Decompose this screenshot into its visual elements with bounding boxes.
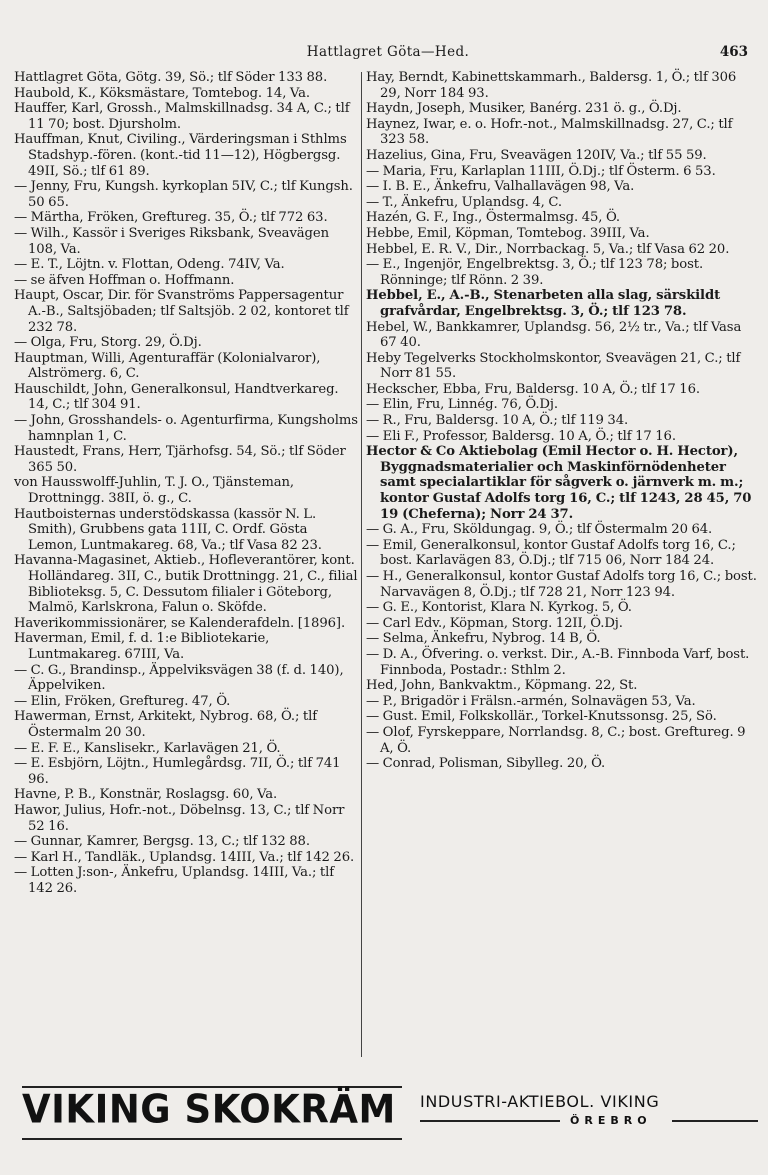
directory-entry: Hawerman, Ernst, Arkitekt, Nybrog. 68, Ö.; tlf Östermalm 20 30. <box>14 709 318 740</box>
directory-entry: — Elin, Fröken, Greftureg. 47, Ö. <box>14 693 231 709</box>
directory-entry: — R., Fru, Baldersg. 10 A, Ö.; tlf 119 34. <box>366 413 629 429</box>
directory-entry: — Olof, Fyrskeppare, Norrlandsg. 8, C.; bost. Greftureg. 9 A, Ö. <box>366 724 746 756</box>
directory-entry: Haverikommissionärer, se Kalenderafdeln. [1896]. <box>14 615 346 631</box>
directory-entry: — Maria, Fru, Karlaplan 11III, Ö.Dj.; tlf Österm. 6 53. <box>366 163 716 179</box>
directory-entry: — H., Generalkonsul, kontor Gustaf Adolfs torg 16, C.; bost. Narvavägen 8, Ö.Dj.; tlf 728 21, Norr 123 94. <box>366 569 757 600</box>
advertisement-footer <box>22 1086 758 1146</box>
directory-entry: — G. E., Kontorist, Klara N. Kyrkog. 5, Ö. <box>366 600 632 616</box>
directory-entry: — Gust. Emil, Folkskollär., Torkel-Knutssonsg. 25, Sö. <box>366 709 717 725</box>
ad-city: ÖREBRO <box>570 1114 652 1127</box>
directory-entry: — Eli F., Professor, Baldersg. 10 A, Ö.; tlf 17 16. <box>366 428 676 444</box>
directory-entry: — se äfven Hoffman o. Hoffmann. <box>14 272 235 288</box>
directory-entry: — E. T., Löjtn. v. Flottan, Odeng. 74IV, Va. <box>14 257 285 273</box>
directory-entry: — Lotten J:son-, Änkefru, Uplandsg. 14III, Va.; tlf 142 26. <box>14 865 335 896</box>
directory-entry: — Wilh., Kassör i Sveriges Riksbank, Sveavägen 108, Va. <box>14 225 329 257</box>
directory-entry: — D. A., Öfvering. o. verkst. Dir., A.-B. Finnboda Varf, bost. Finnboda, Postadr.: Sthlm 2. <box>366 646 750 678</box>
directory-entry: — Märtha, Fröken, Greftureg. 35, Ö.; tlf 772 63. <box>14 210 328 226</box>
directory-entry: Hebel, W., Bankkamrer, Uplandsg. 56, 2½ tr., Va.; tlf Vasa 67 40. <box>366 319 742 351</box>
ad-city-rule-right <box>672 1120 758 1122</box>
right-column <box>366 70 758 1070</box>
directory-entry: Hebbe, Emil, Köpman, Tomtebog. 39III, Va. <box>366 225 650 241</box>
left-column <box>14 70 359 1070</box>
directory-entry: Haupt, Oscar, Dir. för Svanströms Pappersagentur A.-B., Saltsjöbaden; tlf Saltsjöb. 2 02, kontoret tlf 232 78. <box>14 288 349 335</box>
directory-entry: Heby Tegelverks Stockholmskontor, Sveavägen 21, C.; tlf Norr 81 55. <box>366 350 741 382</box>
directory-entry: Heckscher, Ebba, Fru, Baldersg. 10 A, Ö.; tlf 17 16. <box>366 381 700 397</box>
directory-entry: — Olga, Fru, Storg. 29, Ö.Dj. <box>14 335 202 351</box>
directory-entry: — Gunnar, Kamrer, Bergsg. 13, C.; tlf 132 88. <box>14 834 310 850</box>
directory-entry: — E. Esbjörn, Löjtn., Humlegårdsg. 7II, Ö.; tlf 741 96. <box>14 756 341 787</box>
directory-entry: Hauptman, Willi, Agenturaffär (Kolonialvaror), Alströmerg. 6, C. <box>14 350 321 382</box>
directory-entry: — Selma, Änkefru, Nybrog. 14 B, Ö. <box>366 631 601 647</box>
directory-entry: Hawor, Julius, Hofr.-not., Döbelnsg. 13, C.; tlf Norr 52 16. <box>14 802 345 834</box>
directory-entry: — I. B. E., Änkefru, Valhallavägen 98, Va. <box>366 179 635 195</box>
ad-company: INDUSTRI-AKTIEBOL. VIKING <box>420 1092 660 1111</box>
directory-entry: Hebbel, E. R. V., Dir., Norrbackag. 5, Va.; tlf Vasa 62 20. <box>366 241 730 257</box>
directory-entry: — C. G., Brandinsp., Äppelviksvägen 38 (f. d. 140), Äppelviken. <box>14 662 344 694</box>
directory-entry: Havanna-Magasinet, Aktieb., Hofleverantörer, kont. Holländareg. 3II, C., butik Drottningg. 21, C., filial Biblioteksg. 5, C. Dessutom filialer i Göteborg, Malmö, Karlskrona, Falun o. Sköfde. <box>14 553 358 616</box>
directory-entry: Hautboisternas understödskassa (kassör N. L. Smith), Grubbens gata 11II, C. Ordf. Gösta Lemon, Luntmakareg. 68, Va.; tlf Vasa 82 23. <box>14 506 322 553</box>
directory-entry: — Emil, Generalkonsul, kontor Gustaf Adolfs torg 16, C.; bost. Karlavägen 83, Ö.Dj.; tlf 715 06, Norr 184 24. <box>366 537 736 569</box>
ad-city-rule-left <box>420 1120 560 1122</box>
directory-entry: — T., Änkefru, Uplandsg. 4, C. <box>366 194 562 210</box>
directory-entry: Hay, Berndt, Kabinettskammarh., Baldersg. 1, Ö.; tlf 306 29, Norr 184 93. <box>366 70 737 101</box>
directory-entry: Haustedt, Frans, Herr, Tjärhofsg. 54, Sö.; tlf Söder 365 50. <box>14 444 346 475</box>
directory-entry: von Hausswolff-Juhlin, T. J. O., Tjänsteman, Drottningg. 38II, ö. g., C. <box>14 475 295 507</box>
directory-entry: — P., Brigadör i Frälsn.-armén, Solnavägen 53, Va. <box>366 693 696 709</box>
directory-entry: Hauschildt, John, Generalkonsul, Handtverkareg. 14, C.; tlf 304 91. <box>14 381 339 413</box>
directory-entry: Hattlagret Göta, Götg. 39, Sö.; tlf Söder 133 88. <box>14 70 328 85</box>
ad-bottom-rule <box>22 1138 402 1140</box>
running-title: Hattlagret Göta—Hed. <box>306 44 470 60</box>
directory-entry: — E. F. E., Kanslisekr., Karlavägen 21, Ö. <box>14 740 281 756</box>
column-divider <box>361 72 362 1057</box>
directory-entry: Haubold, K., Köksmästare, Tomtebog. 14, Va. <box>14 85 310 101</box>
directory-entry: Haydn, Joseph, Musiker, Banérg. 231 ö. g., Ö.Dj. <box>366 101 682 117</box>
page-header <box>18 44 758 66</box>
directory-entry: Haverman, Emil, f. d. 1:e Bibliotekarie, Luntmakareg. 67III, Va. <box>14 631 270 662</box>
ad-brand: VIKING SKOKRÄM <box>22 1086 396 1133</box>
directory-entry: — John, Grosshandels- o. Agenturfirma, Kungsholms hamnplan 1, C. <box>14 413 358 444</box>
directory-entry: Hazelius, Gina, Fru, Sveavägen 120IV, Va.; tlf 55 59. <box>366 147 707 163</box>
directory-entry: Havne, P. B., Konstnär, Roslagsg. 60, Va. <box>14 787 278 803</box>
directory-entry: Hazén, G. F., Ing., Östermalmsg. 45, Ö. <box>366 210 620 226</box>
directory-entry: Haynez, Iwar, e. o. Hofr.-not., Malmskillnadsg. 27, C.; tlf 323 58. <box>366 116 733 148</box>
directory-entry: — Elin, Fru, Linnég. 76, Ö.Dj. <box>366 397 558 413</box>
directory-entry: Hed, John, Bankvaktm., Köpmang. 22, St. <box>366 678 638 694</box>
directory-entry: — Conrad, Polisman, Sibylleg. 20, Ö. <box>366 756 606 772</box>
directory-entry: Hector & Co Aktiebolag (Emil Hector o. H. Hector), Byggnadsmaterialier och Maskinförnödenheter samt specialartiklar för sågverk o. järnverk m. m.; kontor Gustaf Adolfs torg 16, C.; tlf 1243, 28 45, 70 19 (Cheferna); Norr 24 37. <box>366 444 752 522</box>
directory-entry: — Jenny, Fru, Kungsh. kyrkoplan 5IV, C.; tlf Kungsh. 50 65. <box>14 179 353 210</box>
directory-entry: — G. A., Fru, Sköldungag. 9, Ö.; tlf Östermalm 20 64. <box>366 522 713 538</box>
directory-entry: — Karl H., Tandläk., Uplandsg. 14III, Va.; tlf 142 26. <box>14 849 355 865</box>
directory-entry: Hauffman, Knut, Civiling., Värderingsman i Sthlms Stadshyp.-fören. (kont.-tid 11—12), Högbergsg. 49II, Sö.; tlf 61 89. <box>14 132 347 179</box>
directory-entry: — E., Ingenjör, Engelbrektsg. 3, Ö.; tlf 123 78; bost. Rönninge; tlf Rönn. 2 39. <box>366 257 704 288</box>
directory-entry: Hauffer, Karl, Grossh., Malmskillnadsg. 34 A, C.; tlf 11 70; bost. Djursholm. <box>14 101 350 132</box>
directory-entry: Hebbel, E., A.-B., Stenarbeten alla slag, särskildt grafvårdar, Engelbrektsg. 3, Ö.; tlf 123 78. <box>366 288 721 319</box>
page-number: 463 <box>719 44 748 60</box>
directory-entry: — Carl Edv., Köpman, Storg. 12II, Ö.Dj. <box>366 615 623 631</box>
